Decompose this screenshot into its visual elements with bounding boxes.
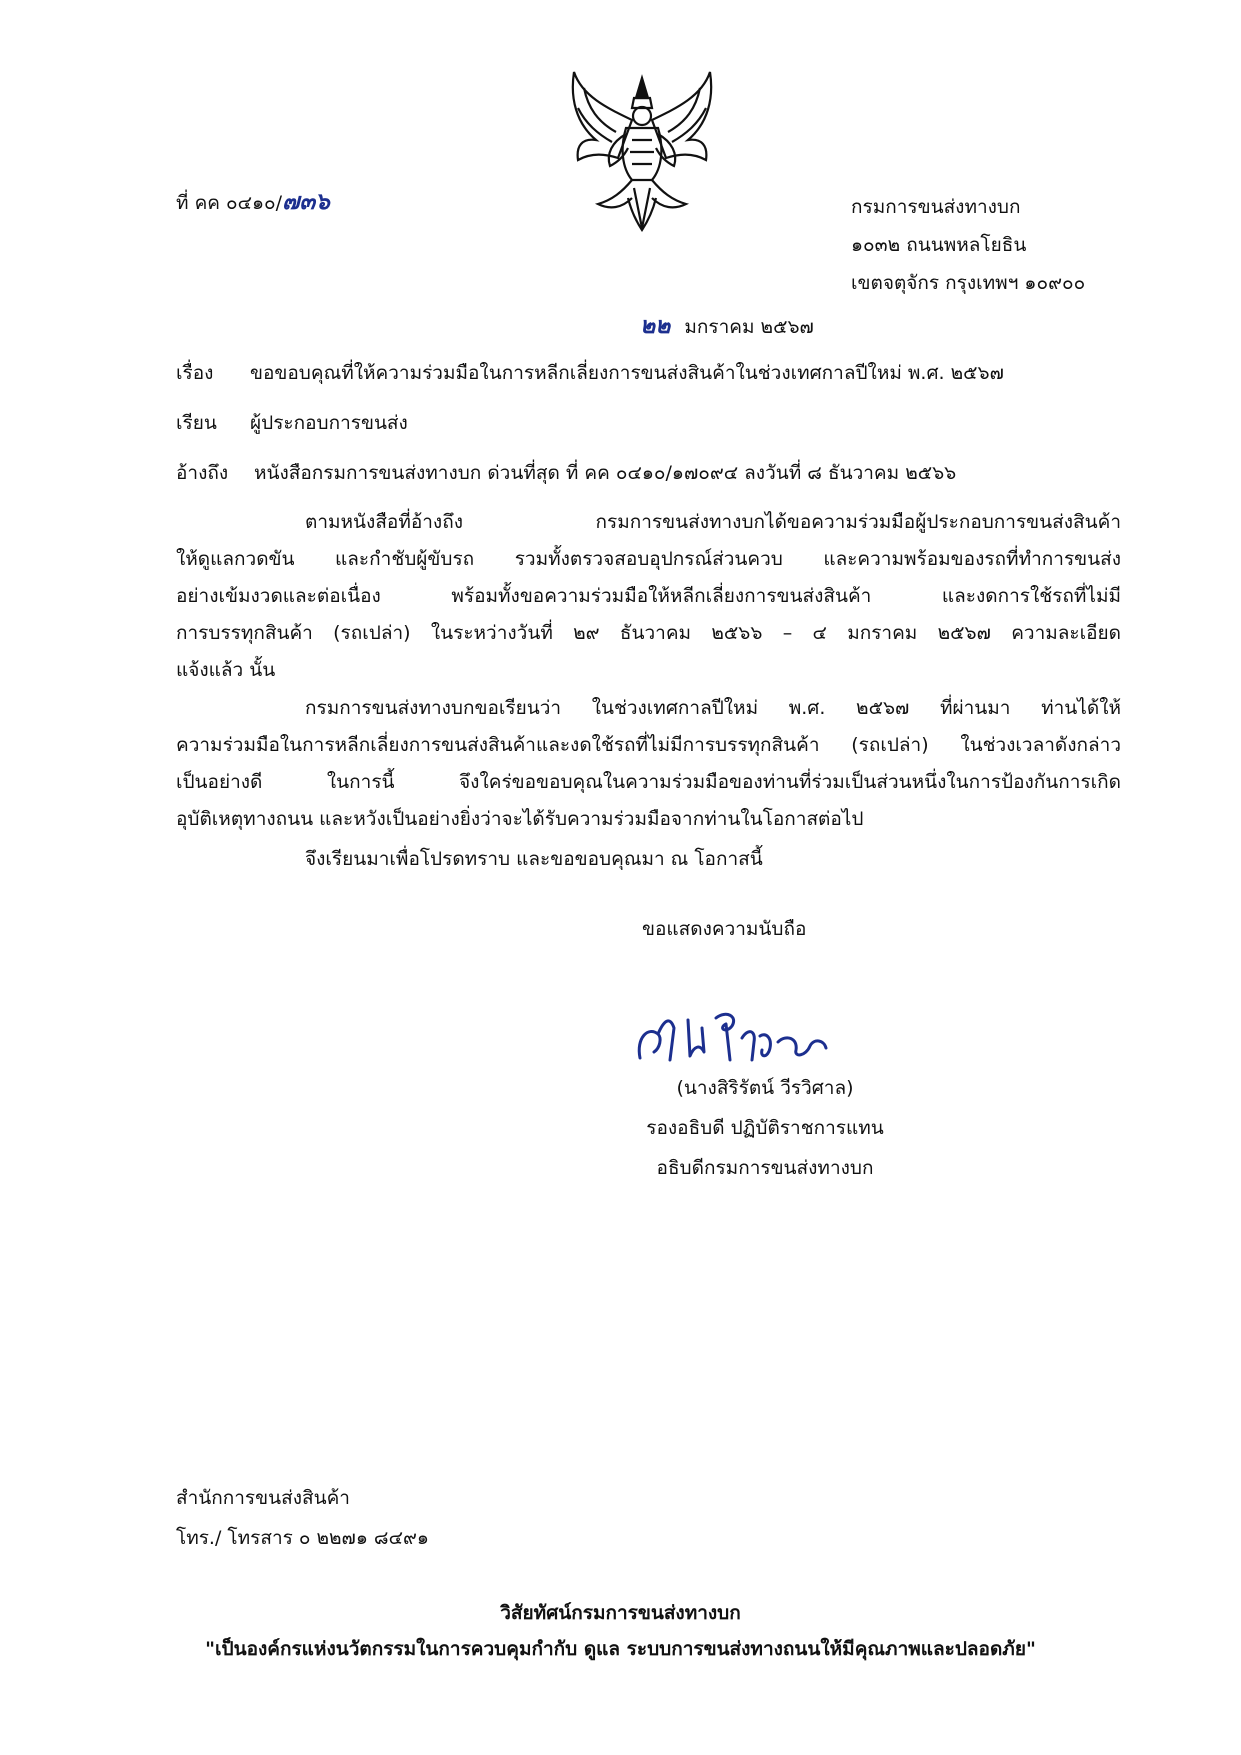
vision-text: "เป็นองค์กรแห่งนวัตกรรมในการควบคุมกำกับ ดูแล ระบบการขนส่งทางถนนให้มีคุณภาพและปลอดภัย" [205,1638,1036,1660]
paragraph1-line: อย่างเข้มงวดและต่อเนื่อง พร้อมทั้งขอความร่วมมือให้หลีกเลี่ยงการขนส่งสินค้า และงดการใช้รถที่ไม่มี [176,585,1121,607]
vision-title: วิสัยทัศน์กรมการขนส่งทางบก [500,1602,741,1624]
date-day-handwritten: ๒๒ [640,312,671,339]
address-line2: เขตจตุจักร กรุงเทพฯ ๑๐๙๐๐ [851,272,1086,294]
recipient-row [176,412,408,435]
reference-row [176,462,957,485]
subject-row [176,362,1004,385]
subject-label: เรื่อง [176,362,214,384]
signer-title-2: อธิบดีกรมการขนส่งทางบก [656,1157,874,1179]
body-paragraph-1 [176,504,1121,689]
contact-block [176,1478,429,1558]
paragraph2-line: อุบัติเหตุทางถนน และหวังเป็นอย่างยิ่งว่าจะได้รับความร่วมมือจากท่านในโอกาสต่อไป [176,808,864,830]
document-number-handwritten: ๗๓๖ [282,188,330,215]
paragraph2-line: กรมการขนส่งทางบกขอเรียนว่า ในช่วงเทศกาลปีใหม่ พ.ศ. ๒๕๖๗ ที่ผ่านมา ท่านได้ให้ [305,697,1121,719]
agency-name: กรมการขนส่งทางบก [851,196,1021,218]
recipient-text: ผู้ประกอบการขนส่ง [250,412,408,434]
date-month-year: มกราคม ๒๕๖๗ [684,316,814,338]
paragraph1-line: ตามหนังสือที่อ้างถึง กรมการขนส่งทางบกได้ขอความร่วมมือผู้ประกอบการขนส่งสินค้า [305,511,1121,533]
document-number-label: ที่ คค ๐๔๑๐/ [176,192,283,214]
handwritten-signature [630,998,840,1078]
paragraph2-line: เป็นอย่างดี ในการนี้ จึงใคร่ขอขอบคุณในความร่วมมือของท่านที่ร่วมเป็นส่วนหนึ่งในการป้องกันการเกิด [176,771,1121,793]
paragraph1-line: แจ้งแล้ว นั้น [176,659,276,681]
signer-block [560,1068,970,1188]
reference-text: หนังสือกรมการขนส่งทางบก ด่วนที่สุด ที่ คค ๐๔๑๐/๑๗๐๙๔ ลงวันที่ ๘ ธันวาคม ๒๕๖๖ [254,462,957,484]
document-date [640,312,814,340]
closing-line: จึงเรียนมาเพื่อโปรดทราบ และขอขอบคุณมา ณ โอกาสนี้ [305,848,763,870]
complimentary-close: ขอแสดงความนับถือ [642,918,807,940]
paragraph2-line: ความร่วมมือในการหลีกเลี่ยงการขนส่งสินค้าและงดใช้รถที่ไม่มีการบรรทุกสินค้า (รถเปล่า) ในช่วงเวลาดังกล่าว [176,734,1121,756]
contact-phone-fax: โทร./ โทรสาร ๐ ๒๒๗๑ ๘๔๙๑ [176,1527,429,1549]
garuda-emblem-icon [562,68,722,234]
subject-text: ขอขอบคุณที่ให้ความร่วมมือในการหลีกเลี่ยงการขนส่งสินค้าในช่วงเทศกาลปีใหม่ พ.ศ. ๒๕๖๗ [250,362,1004,384]
contact-office: สำนักการขนส่งสินค้า [176,1487,350,1509]
document-number [176,188,330,216]
agency-address [851,188,1085,302]
address-line1: ๑๐๓๒ ถนนพหลโยธิน [851,234,1027,256]
signer-title-1: รองอธิบดี ปฏิบัติราชการแทน [646,1117,884,1139]
signer-name: (นางสิริรัตน์ วีรวิศาล) [676,1077,854,1099]
paragraph1-line: การบรรทุกสินค้า (รถเปล่า) ในระหว่างวันที่ ๒๙ ธันวาคม ๒๕๖๖ – ๔ มกราคม ๒๕๖๗ ความละเอียด [176,622,1121,644]
reference-label: อ้างถึง [176,462,229,484]
recipient-label: เรียน [176,412,217,434]
paragraph1-line: ให้ดูแลกวดขัน และกำชับผู้ขับรถ รวมทั้งตรวจสอบอุปกรณ์ส่วนควบ และความพร้อมของรถที่ทำการขนส่ง [176,548,1121,570]
body-paragraph-2 [176,690,1121,838]
